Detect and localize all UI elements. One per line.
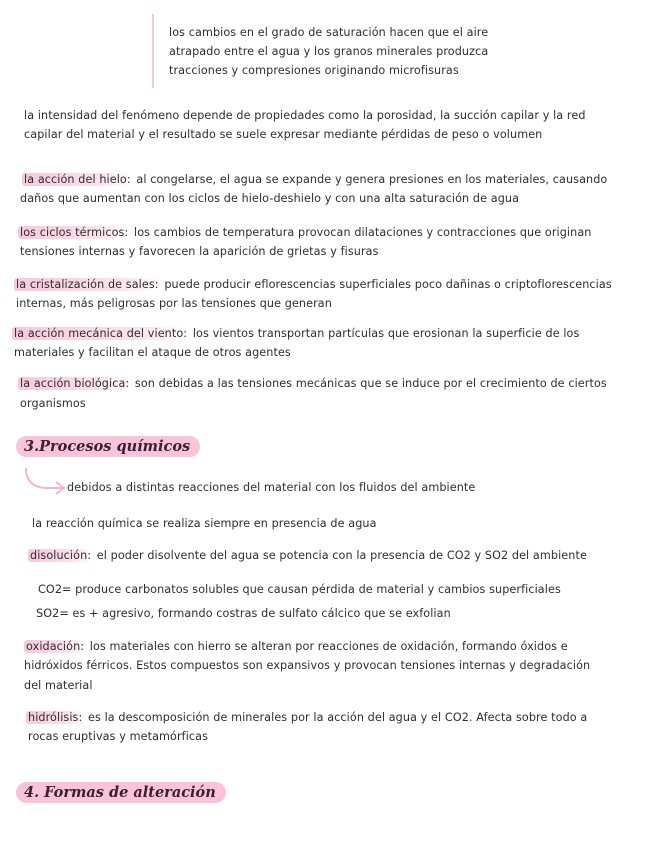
- oxidacion-item: [24, 640, 568, 653]
- thermal-cycles-line2: tensiones internas y favorecen la aparición de grietas y fisuras: [20, 245, 379, 258]
- thermal-cycles-item: [18, 226, 591, 239]
- so2-line: SO2= es + agresivo, formando costras de sulfato cálcico que se exfolian: [36, 607, 451, 620]
- intro-line: atrapado entre el agua y los granos minerales produzca: [169, 45, 489, 58]
- section-3-heading: 3.Procesos químicos: [16, 436, 200, 457]
- ice-action-line2: daños que aumentan con los ciclos de hielo-deshielo y con una alta saturación de agua: [20, 192, 520, 205]
- oxidacion-term: oxidación:: [26, 640, 85, 653]
- intro-line: los cambios en el grado de saturación hacen que el aire: [169, 26, 489, 39]
- hidrolisis-term: hidrólisis:: [28, 711, 83, 724]
- biological-action-term: la acción biológica:: [20, 377, 130, 390]
- intensity-line: capilar del material y el resultado se suele expresar mediante pérdidas de peso o volumen: [24, 128, 543, 141]
- salt-crystallization-line2: internas, más peligrosas por las tensiones que generan: [16, 297, 332, 310]
- salt-crystallization-term: la cristalización de sales:: [16, 278, 159, 291]
- oxidacion-text: los materiales con hierro se alteran por reacciones de oxidación, formando óxidos e: [86, 640, 568, 653]
- disolucion-text: el poder disolvente del agua se potencia con la presencia de CO2 y SO2 del ambiente: [93, 549, 587, 562]
- wind-action-term: la acción mecánica del viento:: [14, 327, 188, 340]
- disolucion-item: [28, 549, 587, 562]
- hidrolisis-text: es la descomposición de minerales por la acción del agua y el CO2. Afecta sobre todo a: [84, 711, 588, 724]
- biological-action-text: son debidas a las tensiones mecánicas que se induce por el crecimiento de ciertos: [131, 377, 607, 390]
- section-4-heading: 4. Formas de alteración: [16, 782, 226, 803]
- water-note: la reacción química se realiza siempre en presencia de agua: [32, 517, 377, 530]
- intro-line: tracciones y compresiones originando microfisuras: [169, 64, 459, 77]
- ice-action-text: al congelarse, el agua se expande y genera presiones en los materiales, causando: [132, 173, 608, 186]
- arrow-text: debidos a distintas reacciones del material con los fluidos del ambiente: [67, 481, 476, 494]
- biological-action-line2: organismos: [20, 397, 86, 410]
- thermal-cycles-text: los cambios de temperatura provocan dilataciones y contracciones que originan: [130, 226, 592, 239]
- salt-crystallization-text: puede producir eflorescencias superficiales poco dañinas o criptoflorescencias: [160, 278, 612, 291]
- co2-line: CO2= produce carbonatos solubles que causan pérdida de material y cambios superficiales: [38, 583, 561, 596]
- wind-action-item: [12, 327, 579, 340]
- intensity-line: la intensidad del fenómeno depende de propiedades como la porosidad, la succión capilar y la red: [24, 109, 586, 122]
- hidrolisis-line2: rocas eruptivas y metamórficas: [28, 730, 209, 743]
- salt-crystallization-item: [14, 278, 612, 291]
- biological-action-item: [18, 377, 607, 390]
- intro-accent-bar: [152, 14, 154, 88]
- disolucion-term: disolución:: [30, 549, 92, 562]
- thermal-cycles-term: los ciclos térmicos:: [20, 226, 129, 239]
- ice-action-item: [22, 173, 607, 186]
- wind-action-line2: materiales y facilitan el ataque de otros agentes: [14, 346, 291, 359]
- curved-arrow-icon: [22, 466, 70, 496]
- oxidacion-line2: hidróxidos férricos. Estos compuestos son expansivos y provocan tensiones internas y degradación: [24, 659, 591, 672]
- wind-action-text: los vientos transportan partículas que erosionan la superficie de los: [189, 327, 580, 340]
- oxidacion-line3: del material: [24, 679, 93, 692]
- ice-action-term: la acción del hielo:: [24, 173, 131, 186]
- hidrolisis-item: [26, 711, 587, 724]
